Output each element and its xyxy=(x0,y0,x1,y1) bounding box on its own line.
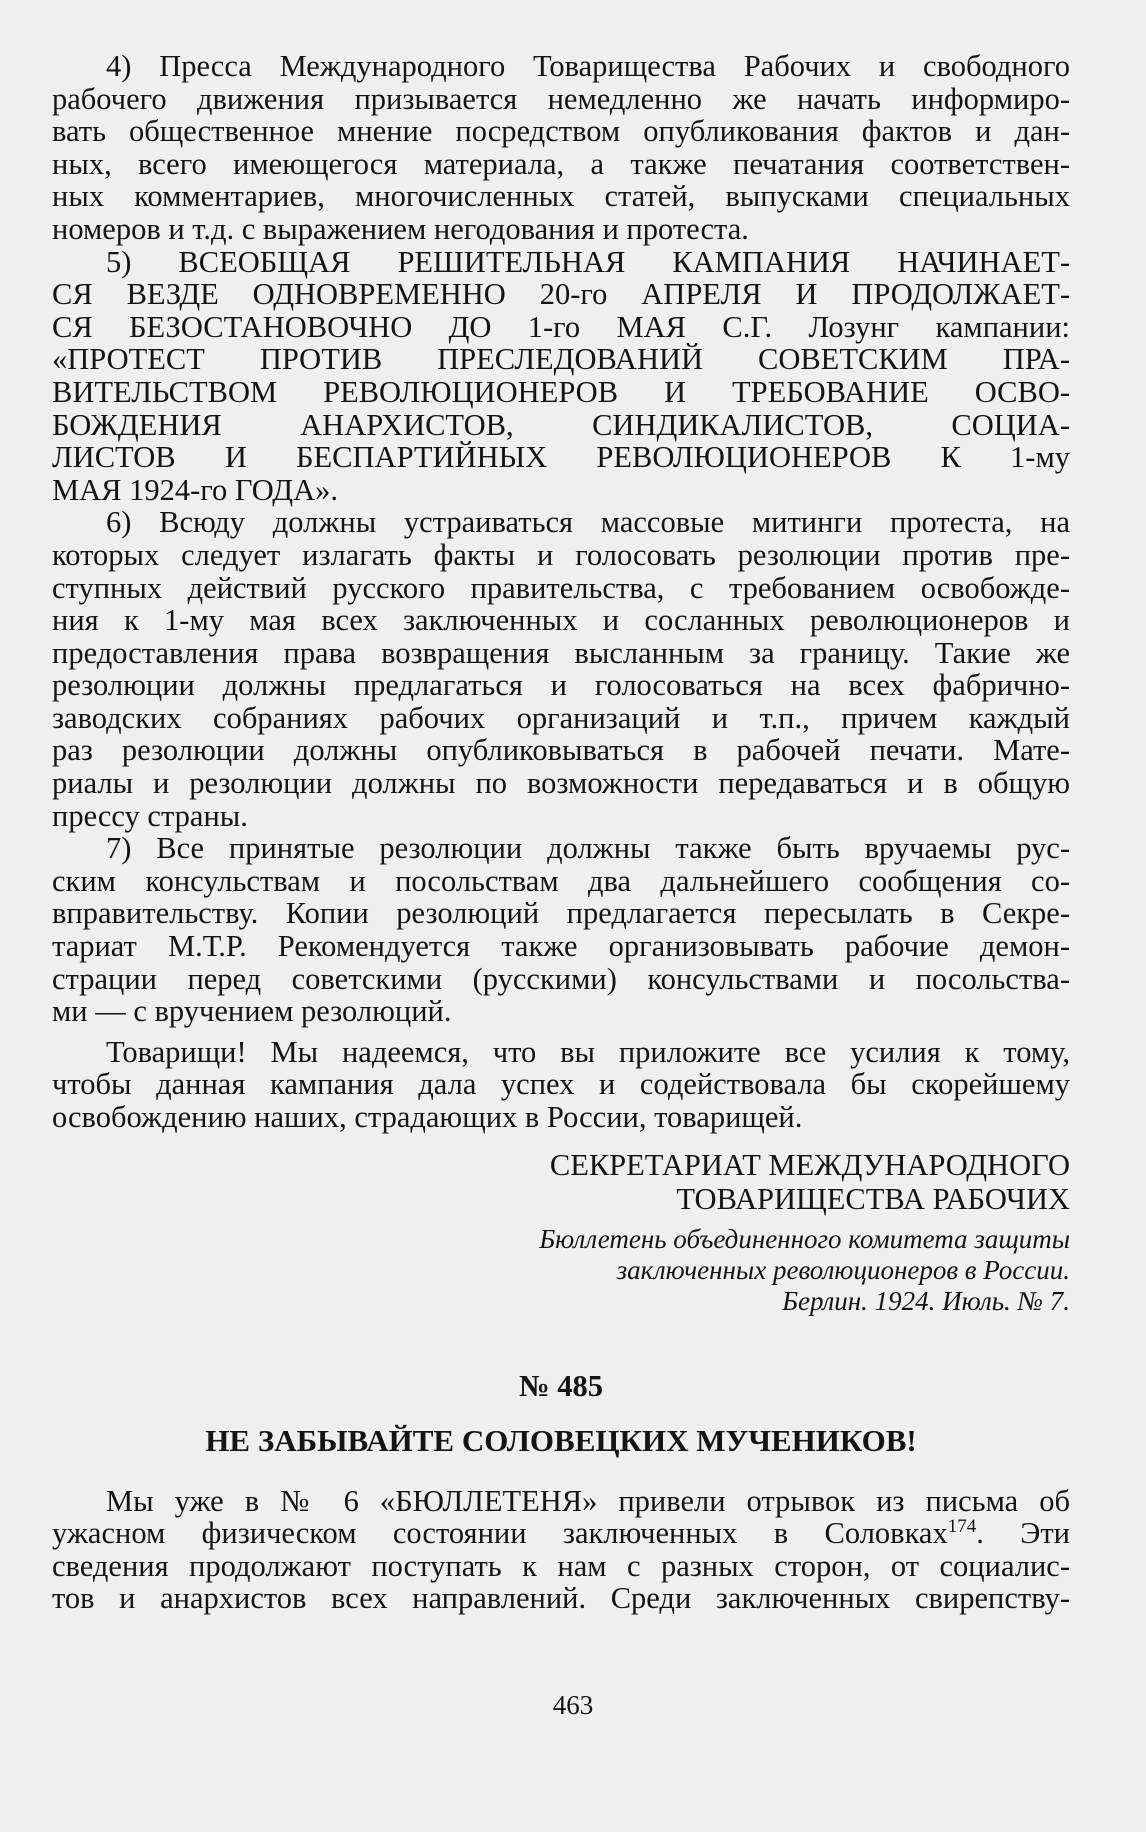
text-line: МАЯ 1924-го ГОДА». xyxy=(52,472,338,507)
text-line: номеров и т.д. с выражением негодования и протеста. xyxy=(52,211,749,246)
source-citation xyxy=(52,1224,1070,1317)
spacer xyxy=(52,1216,1070,1224)
paragraph-7 xyxy=(52,832,1070,1028)
text-line: ния к 1-му мая всех заключенных и сосланных революционеров и xyxy=(52,603,1070,638)
paragraph-6 xyxy=(52,506,1070,832)
text-line: заводских собраниях рабочих организаций и т.п., причем каждый xyxy=(52,700,1070,735)
text-line: тов и анархистов всех направлений. Среди заключенных свирепству- xyxy=(52,1581,1070,1616)
source-line: Бюллетень объединенного комитета защиты xyxy=(539,1223,1070,1254)
text-line: Товарищи! Мы надеемся, что вы приложите все усилия к тому, xyxy=(106,1034,1070,1069)
text-line: сведения продолжают поступать к нам с разных сторон, от социалис- xyxy=(52,1548,1070,1583)
text-line: которых следует излагать факты и голосовать резолюции против пре- xyxy=(52,537,1070,572)
text-line xyxy=(52,1517,1070,1550)
footnote-marker: 174 xyxy=(947,1516,977,1538)
text-line: ных, всего имеющегося материала, а также печатания соответствен- xyxy=(52,146,1070,181)
source-line: Берлин. 1924. Июль. № 7. xyxy=(782,1285,1070,1316)
paragraph-5 xyxy=(52,246,1070,507)
text-line: раз резолюции должны опубликовываться в рабочей печати. Мате- xyxy=(52,733,1070,768)
text-line: Мы уже в № 6 «БЮЛЛЕТЕНЯ» привели отрывок из письма об xyxy=(106,1483,1070,1518)
text-line: рабочего движения призывается немедленно же начать информиро- xyxy=(52,81,1070,116)
source-line: заключенных революционеров в России. xyxy=(616,1254,1070,1285)
text-line: БОЖДЕНИЯ АНАРХИСТОВ, СИНДИКАЛИСТОВ, СОЦИА- xyxy=(52,407,1070,442)
text-line: освобождению наших, страдающих в России, товарищей. xyxy=(52,1100,803,1134)
text-line: 6) Всюду должны устраиваться массовые митинги протеста, на xyxy=(106,505,1070,540)
text-line: прессу страны. xyxy=(52,798,248,833)
text-line: «ПРОТЕСТ ПРОТИВ ПРЕСЛЕДОВАНИЙ СОВЕТСКИМ ПРА- xyxy=(52,342,1070,377)
intro-paragraph xyxy=(52,1485,1070,1615)
text-fragment: . Эти xyxy=(976,1516,1070,1551)
text-line: ВИТЕЛЬСТВОМ РЕВОЛЮЦИОНЕРОВ И ТРЕБОВАНИЕ ОСВО- xyxy=(52,374,1070,409)
closing-paragraph xyxy=(52,1036,1070,1134)
text-line: СЯ БЕЗОСТАНОВОЧНО ДО 1-го МАЯ С.Г. Лозунг кампании: xyxy=(52,309,1070,344)
text-line: ступных действий русского правительства, с требованием освобожде- xyxy=(52,570,1070,605)
spacer xyxy=(52,1134,1070,1148)
signature-line: СЕКРЕТАРИАТ МЕЖДУНАРОДНОГО xyxy=(549,1147,1070,1182)
text-line: вать общественное мнение посредством опубликования фактов и дан- xyxy=(52,114,1070,149)
text-line: резолюции должны предлагаться и голосоваться на всех фабрично- xyxy=(52,668,1070,703)
text-line: чтобы данная кампания дала успех и содействовала бы скорейшему xyxy=(52,1067,1070,1102)
text-fragment: ужасном физическом состоянии заключенных в Соловках xyxy=(52,1516,948,1551)
text-line: предоставления права возвращения высланным за границу. Такие же xyxy=(52,635,1070,670)
text-line: ЛИСТОВ И БЕСПАРТИЙНЫХ РЕВОЛЮЦИОНЕРОВ К 1-му xyxy=(52,440,1070,475)
text-line: риалы и резолюции должны по возможности передаваться и в общую xyxy=(52,766,1070,801)
text-line: ных комментариев, многочисленных статей, выпусками специальных xyxy=(52,179,1070,214)
text-line: ми — с вручением резолюций. xyxy=(52,994,452,1029)
signature-line: ТОВАРИЩЕСТВА РАБОЧИХ xyxy=(676,1181,1070,1216)
text-line: 4) Пресса Международного Товарищества Рабочих и свободного xyxy=(106,49,1070,83)
text-line: СЯ ВЕЗДЕ ОДНОВРЕМЕННО 20-го АПРЕЛЯ И ПРОДОЛЖАЕТ- xyxy=(52,277,1070,312)
document-number: № 485 xyxy=(518,1368,604,1403)
text-line: ским консульствам и посольствам два дальнейшего сообщения со- xyxy=(52,863,1070,898)
paragraph-4 xyxy=(52,50,1070,246)
text-line: страции перед советскими (русскими) консульствами и посольства- xyxy=(52,961,1070,996)
text-line: тариат М.Т.Р. Рекомендуется также организовывать рабочие демон- xyxy=(52,929,1070,964)
text-line: 7) Все принятые резолюции должны также быть вручаемы рус- xyxy=(106,831,1070,866)
page-number: 463 xyxy=(552,1690,594,1720)
text-line: 5) ВСЕОБЩАЯ РЕШИТЕЛЬНАЯ КАМПАНИЯ НАЧИНАЕТ- xyxy=(106,244,1070,279)
text-line: вправительству. Копии резолюций предлагается пересылать в Секре- xyxy=(52,896,1070,931)
document-title: НЕ ЗАБЫВАЙТЕ СОЛОВЕЦКИХ МУЧЕНИКОВ! xyxy=(205,1422,917,1458)
signature-block xyxy=(52,1148,1070,1216)
